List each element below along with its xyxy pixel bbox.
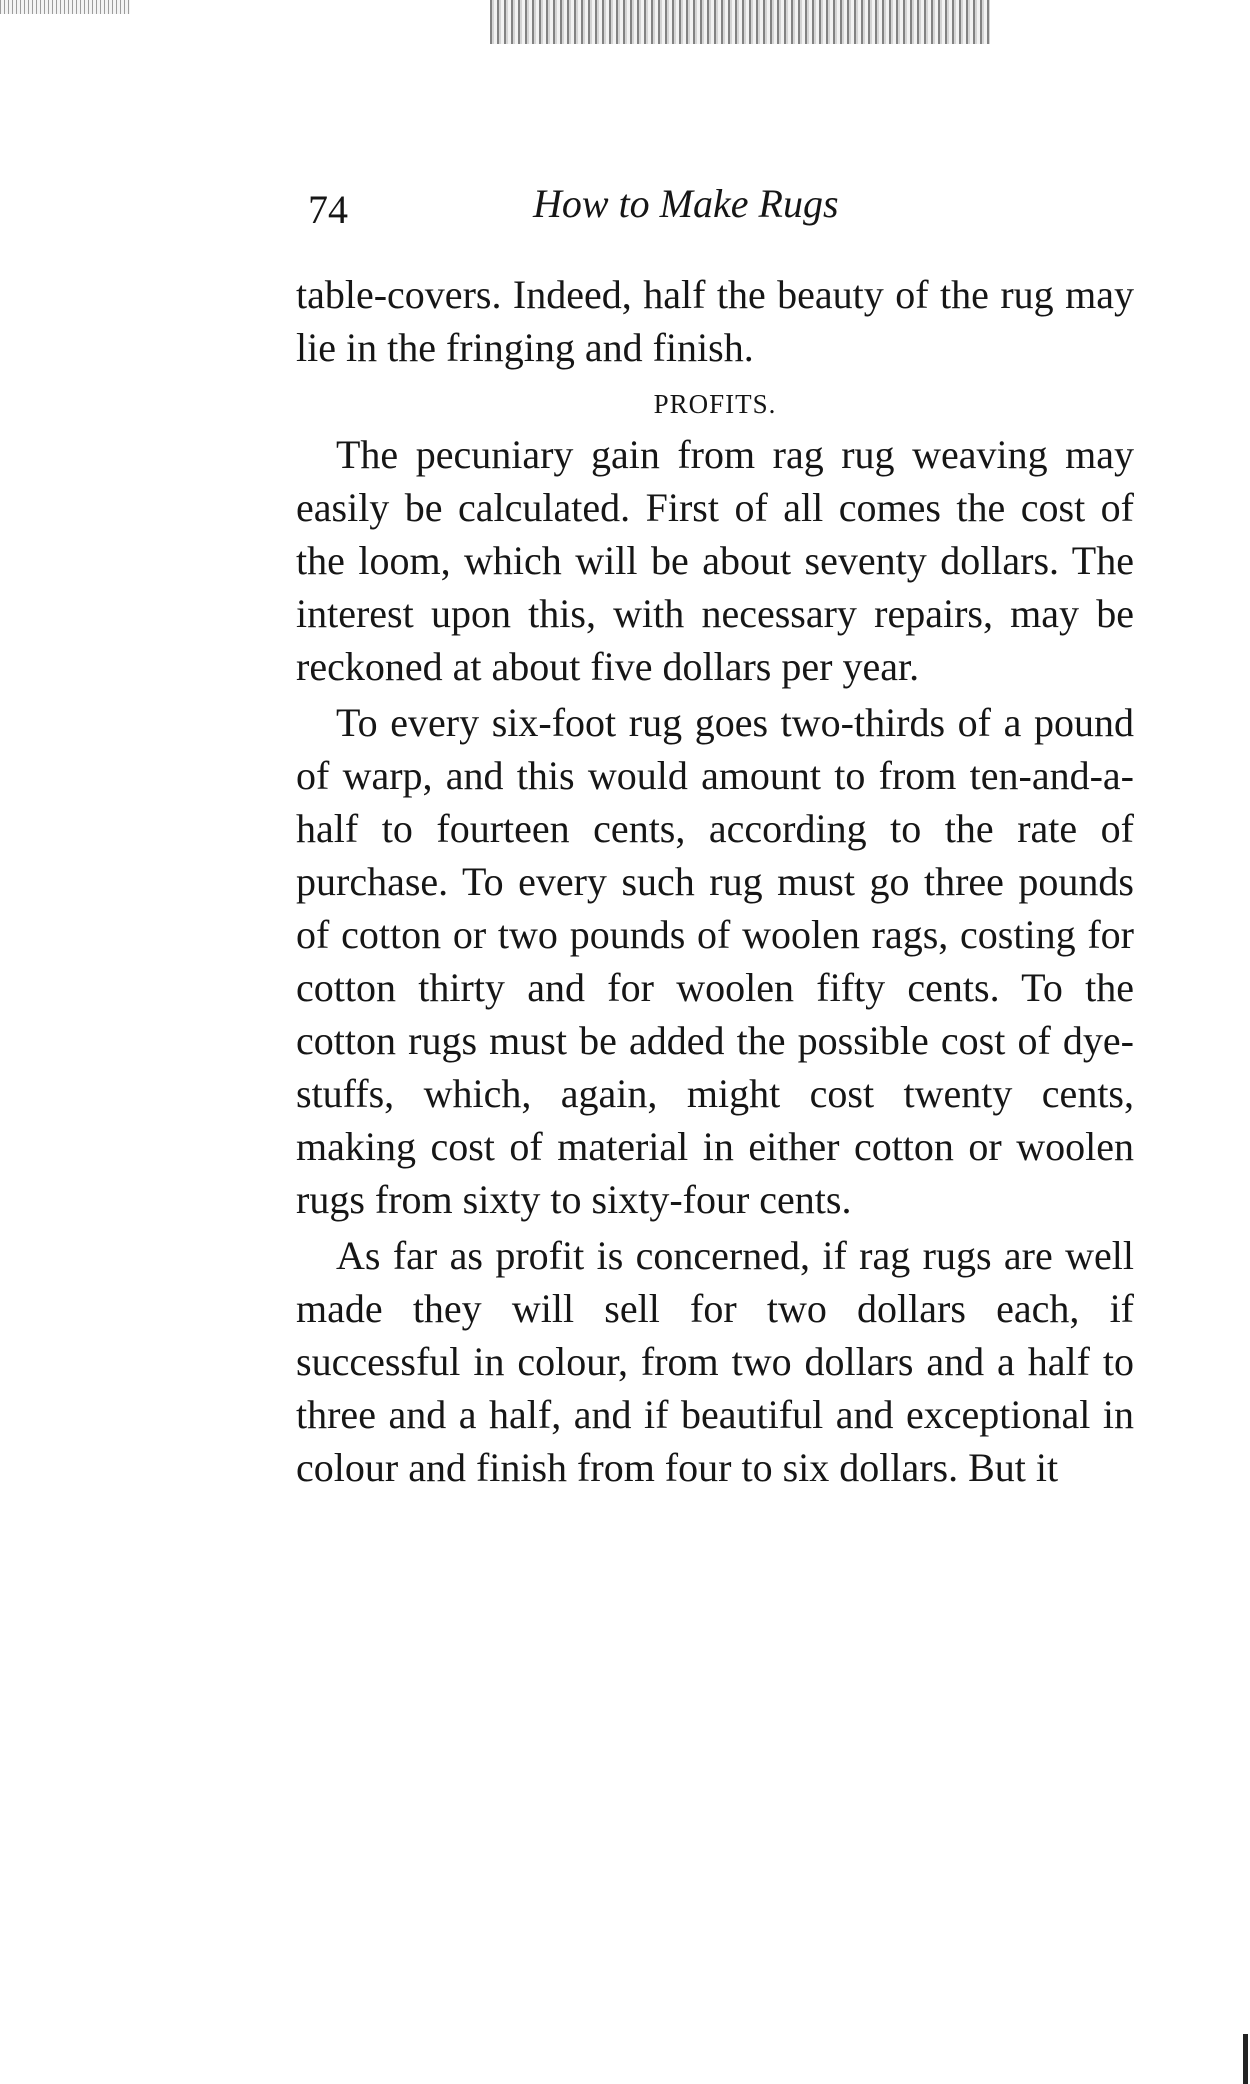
running-title: How to Make Rugs <box>533 181 839 226</box>
paragraph: To every six-foot rug goes two-thirds of a pound of warp, and this would amount to from ten-and-a-half to fourteen cents, according to the rate of purchase. To every such rug must go three pounds of cotton or two pounds of woolen rags, costing for cotton thirty and for woolen fifty cents. To the cotton rugs must be added the possible cost of dye-stuffs, which, again, might cost twenty cents, making cost of material in either cotton or woolen rugs from sixty to sixty-four cents. <box>296 700 1134 1222</box>
page-header <box>308 180 1138 240</box>
scan-artifact-top <box>490 0 990 44</box>
paragraph: As far as profit is concerned, if rag rugs are well made they will sell for two dollars each, if successful in colour, from two dollars and a half to three and a half, and if beautiful and exceptional in colour and finish from four to six dollars. But it <box>296 1233 1134 1490</box>
scan-edge-mark <box>1243 2034 1248 2084</box>
scan-artifact-top-left <box>0 0 130 14</box>
page-body <box>296 268 1134 1494</box>
paragraph: The pecuniary gain from rag rug weaving may easily be calculated. First of all comes the cost of the loom, which will be about seventy dollars. The interest upon this, with necessary repairs, may be reckoned at about five dollars per year. <box>296 432 1134 689</box>
lead-paragraph: table-covers. Indeed, half the beauty of the rug may lie in the fringing and finish. <box>296 272 1134 370</box>
page-number: 74 <box>308 187 348 232</box>
section-heading: PROFITS. <box>653 389 777 419</box>
